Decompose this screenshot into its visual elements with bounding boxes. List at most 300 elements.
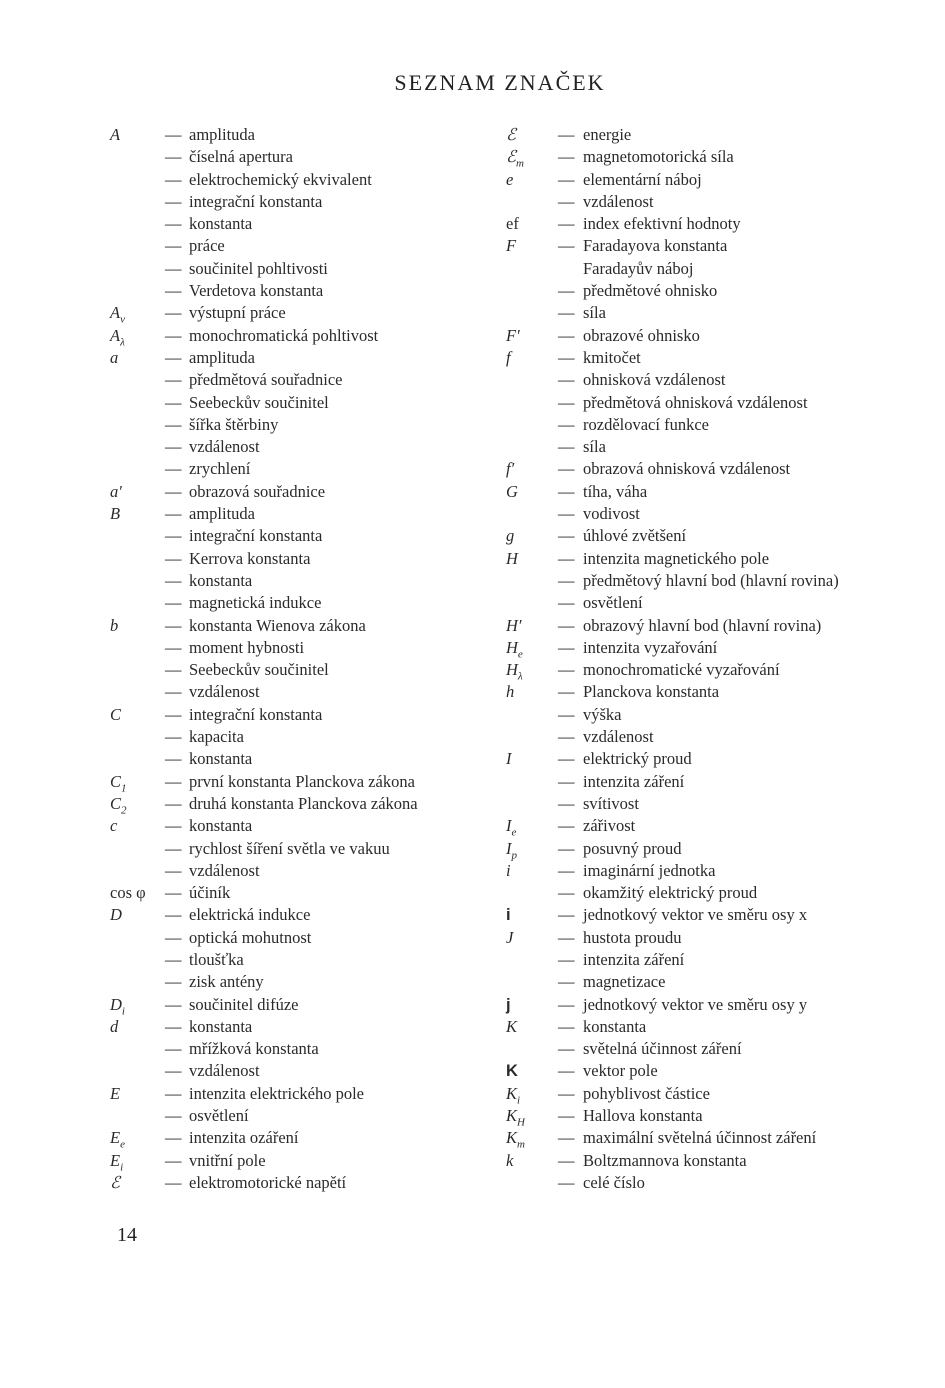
symbol-entry [506, 525, 926, 547]
symbol-description: mřížková konstanta [189, 1039, 319, 1059]
entry-dash: — [558, 1061, 575, 1081]
symbol-entry [110, 838, 500, 860]
symbol: ef [506, 214, 519, 234]
symbol-entry [506, 258, 926, 280]
symbol-entry [110, 570, 500, 592]
symbol-entry [110, 548, 500, 570]
entry-dash: — [165, 771, 182, 791]
symbol-description: číselná apertura [189, 147, 293, 167]
symbol-entry [506, 793, 926, 815]
symbol: A [110, 125, 121, 144]
symbol-description: rozdělovací funkce [583, 414, 709, 434]
entry-dash: — [165, 593, 182, 613]
entry-dash: — [558, 191, 575, 211]
symbol-description: index efektivní hodnoty [583, 214, 741, 234]
symbol-entry [506, 1060, 926, 1082]
symbol-entry [110, 146, 500, 168]
symbol-entry [506, 704, 926, 726]
entry-dash: — [558, 1083, 575, 1103]
symbol-description: posuvný proud [583, 838, 682, 858]
symbol: i [506, 860, 511, 880]
symbol-description: světelná účinnost záření [583, 1039, 742, 1059]
symbol-description: osvětlení [189, 1106, 249, 1126]
symbol-description: celé číslo [583, 1172, 645, 1192]
symbol: d [110, 1016, 119, 1036]
symbol: $I_p$ [506, 838, 517, 861]
entry-dash: — [558, 370, 575, 390]
entry-dash: — [165, 147, 182, 167]
symbol-subscript: e [120, 1138, 125, 1151]
symbol-entry [506, 146, 926, 168]
symbol-entry [506, 347, 926, 369]
symbol-entry [110, 1105, 500, 1127]
symbol-description: maximální světelná účinnost záření [583, 1128, 817, 1148]
entry-dash: — [558, 593, 575, 613]
symbol-entry [506, 1016, 926, 1038]
symbol: k [506, 1150, 514, 1170]
symbol-subscript: H [517, 1116, 525, 1129]
symbol: i [506, 906, 511, 925]
entry-dash: — [165, 972, 182, 992]
entry-dash: — [165, 1128, 182, 1148]
symbol-description: Seebeckův součinitel [189, 660, 329, 680]
entry-dash: — [165, 793, 182, 813]
entry-dash: — [558, 1039, 575, 1059]
entry-dash: — [558, 615, 575, 635]
entry-dash: — [165, 459, 182, 479]
entry-dash: — [165, 214, 182, 234]
symbol-entry [506, 369, 926, 391]
symbol-description: obrazové ohnisko [583, 325, 700, 345]
symbol: $A_\lambda$ [110, 325, 125, 348]
symbol-entry [110, 1038, 500, 1060]
symbol-entry [506, 548, 926, 570]
entry-dash: — [165, 347, 182, 367]
symbol-entry [506, 191, 926, 213]
symbol-entry [506, 904, 926, 926]
symbol-subscript: i [517, 1094, 521, 1107]
symbol-description: vzdálenost [189, 682, 260, 702]
symbol-description: monochromatické vyzařování [583, 660, 780, 680]
symbol-list-right [506, 124, 926, 1194]
symbol-entry [110, 213, 500, 235]
symbol-entry [506, 971, 926, 993]
entry-dash: — [165, 883, 182, 903]
symbol-description: účiník [189, 883, 231, 903]
symbol-description: obrazová ohnisková vzdálenost [583, 459, 791, 479]
symbol: I [506, 749, 512, 769]
symbol: C [110, 704, 122, 724]
symbol-entry [110, 904, 500, 926]
entry-dash: — [165, 191, 182, 211]
entry-dash: — [558, 704, 575, 724]
symbol-entry [506, 235, 926, 257]
symbol: H [506, 548, 518, 568]
entry-dash: — [165, 1016, 182, 1036]
symbol-description: imaginární jednotka [583, 860, 716, 880]
symbol-entry [110, 503, 500, 525]
symbol-entry [110, 793, 500, 815]
symbol-description: intenzita ozáření [189, 1128, 299, 1148]
symbol-description: tloušťka [189, 949, 244, 969]
entry-dash: — [558, 927, 575, 947]
symbol-entry [110, 659, 500, 681]
entry-dash: — [558, 838, 575, 858]
entry-dash: — [165, 392, 182, 412]
entry-dash: — [558, 481, 575, 501]
symbol-description: kapacita [189, 727, 244, 747]
symbol-subscript: 2 [121, 804, 127, 817]
symbol-entry [110, 592, 500, 614]
symbol: a′ [110, 481, 122, 501]
symbol: F′ [506, 325, 520, 345]
symbol-description: elektrochemický ekvivalent [189, 169, 372, 189]
symbol-entry [506, 325, 926, 347]
entry-dash: — [165, 615, 182, 635]
symbol-description: intenzita záření [583, 949, 685, 969]
symbol-description: úhlové zvětšení [583, 526, 687, 546]
entry-dash: — [558, 325, 575, 345]
symbol-entry [110, 169, 500, 191]
symbol: $A_v$ [110, 303, 125, 326]
symbol-entry [506, 726, 926, 748]
entry-dash: — [558, 972, 575, 992]
symbol-entry [506, 1172, 926, 1194]
symbol: $K_i$ [506, 1083, 521, 1107]
symbol-entry [506, 280, 926, 302]
entry-dash: — [558, 303, 575, 323]
symbol-entry [110, 481, 500, 503]
symbol-entry [506, 592, 926, 614]
symbol-description: Verdetova konstanta [189, 281, 324, 301]
symbol-description: okamžitý elektrický proud [583, 883, 758, 903]
entry-dash: — [165, 637, 182, 657]
symbol-subscript: m [517, 1138, 525, 1151]
symbol-description: konstanta [189, 570, 253, 590]
symbol-description: osvětlení [583, 593, 643, 613]
symbol-entry [506, 503, 926, 525]
symbol-entry [110, 235, 500, 257]
symbol-entry [110, 124, 500, 146]
symbol-description: vnitřní pole [189, 1150, 266, 1170]
entry-dash: — [558, 392, 575, 412]
entry-dash: — [558, 816, 575, 836]
symbol-description: konstanta Wienova zákona [189, 615, 366, 635]
symbol-entry [506, 436, 926, 458]
entry-dash: — [558, 682, 575, 702]
symbol-entry [110, 414, 500, 436]
page-number: 14 [117, 1224, 137, 1246]
symbol-entry [110, 971, 500, 993]
symbol-entry [506, 1150, 926, 1172]
symbol-description: předmětová ohnisková vzdálenost [583, 392, 808, 412]
symbol-description: vzdálenost [583, 191, 654, 211]
symbol: $K_H$ [506, 1106, 525, 1129]
symbol-entry [110, 637, 500, 659]
entry-dash: — [558, 570, 575, 590]
symbol-description: konstanta [189, 749, 253, 769]
symbol-description: Hallova konstanta [583, 1106, 703, 1126]
symbol-entry [110, 994, 500, 1016]
symbol-entry [506, 169, 926, 191]
entry-dash: — [165, 325, 182, 345]
symbol-description: intenzita záření [583, 771, 685, 791]
page-title: SEZNAM ZNAČEK [394, 70, 606, 95]
symbol-entry [506, 1038, 926, 1060]
entry-dash: — [165, 504, 182, 524]
symbol-description: pohyblivost částice [583, 1083, 710, 1103]
symbol-description: monochromatická pohltivost [189, 325, 379, 345]
symbol-entry [110, 258, 500, 280]
entry-dash: — [558, 727, 575, 747]
symbol-entry [110, 1127, 500, 1149]
entry-dash: — [165, 1083, 182, 1103]
symbol-subscript: i [121, 1004, 125, 1017]
symbol-entry [506, 124, 926, 146]
symbol-entry [506, 213, 926, 235]
symbol-description: Planckova konstanta [583, 682, 720, 702]
symbol-description: kmitočet [583, 347, 641, 367]
entry-dash: — [558, 1150, 575, 1170]
symbol-description: Faradayův náboj [583, 258, 694, 278]
entry-dash: — [165, 749, 182, 769]
symbol-entry [110, 771, 500, 793]
symbol-entry [110, 191, 500, 213]
entry-dash: — [165, 1039, 182, 1059]
symbol: j [506, 995, 511, 1014]
entry-dash: — [165, 481, 182, 501]
symbol-description: předmětový hlavní bod (hlavní rovina) [583, 570, 839, 590]
symbol: b [110, 615, 119, 635]
entry-dash: — [165, 370, 182, 390]
entry-dash: — [558, 660, 575, 680]
symbol-description: jednotkový vektor ve směru osy y [583, 994, 808, 1014]
symbol: $H_e$ [506, 637, 523, 661]
entry-dash: — [558, 147, 575, 167]
symbol-entry [506, 1127, 926, 1149]
symbol-entry [110, 392, 500, 414]
symbol: J [506, 927, 514, 947]
symbol-description: obrazová souřadnice [189, 481, 326, 501]
entry-dash: — [165, 704, 182, 724]
symbol-description: síla [583, 437, 606, 457]
symbol: cos φ [110, 883, 146, 903]
symbol-description: elementární náboj [583, 169, 702, 189]
symbol-entry [506, 302, 926, 324]
entry-dash: — [558, 749, 575, 769]
symbol-entry [506, 1105, 926, 1127]
entry-dash: — [165, 258, 182, 278]
symbol-description: rychlost šíření světla ve vakuu [189, 838, 390, 858]
symbol-entry [506, 458, 926, 480]
symbol: e [506, 169, 514, 189]
symbol: f [506, 347, 511, 367]
entry-dash: — [558, 994, 575, 1014]
symbol-description: integrační konstanta [189, 704, 323, 724]
symbol-entry [506, 615, 926, 637]
symbol-description: vzdálenost [583, 727, 654, 747]
entry-dash: — [558, 883, 575, 903]
symbol-entry [506, 860, 926, 882]
symbol: ℰ$_m$ [506, 147, 524, 170]
entry-dash: — [165, 660, 182, 680]
entry-dash: — [165, 548, 182, 568]
symbol-entry [110, 615, 500, 637]
symbol-description: vodivost [583, 504, 640, 524]
symbol-description: předmětová souřadnice [189, 370, 343, 390]
symbol: K [506, 1016, 518, 1036]
entry-dash: — [165, 281, 182, 301]
entry-dash: — [558, 1128, 575, 1148]
entry-dash: — [558, 236, 575, 256]
symbol: $E_i$ [110, 1150, 124, 1173]
entry-dash: — [558, 504, 575, 524]
symbol-entry [110, 726, 500, 748]
symbol: D [110, 905, 122, 925]
symbol: $E_e$ [110, 1128, 125, 1151]
symbol-description: intenzita elektrického pole [189, 1083, 365, 1103]
entry-dash: — [165, 303, 182, 323]
symbol-entry [506, 771, 926, 793]
entry-dash: — [165, 526, 182, 546]
symbol: f′ [506, 459, 515, 479]
symbol-entry [110, 1060, 500, 1082]
symbol-entry [110, 1083, 500, 1105]
entry-dash: — [165, 905, 182, 925]
symbol-description: vektor pole [583, 1061, 658, 1081]
entry-dash: — [165, 727, 182, 747]
entry-dash: — [165, 437, 182, 457]
symbol-list-left [110, 124, 500, 1194]
symbol: g [506, 526, 515, 546]
symbol: ℰ [110, 1172, 120, 1192]
entry-dash: — [558, 793, 575, 813]
symbol-entry [506, 637, 926, 659]
symbol: $C_2$ [110, 793, 127, 817]
symbol-entry [506, 681, 926, 703]
symbol-description: zisk antény [189, 972, 264, 992]
symbol-entry [110, 882, 500, 904]
entry-dash: — [165, 169, 182, 189]
symbol-description: konstanta [189, 1016, 253, 1036]
symbol-description: amplituda [189, 125, 255, 144]
symbol-subscript: e [517, 648, 523, 661]
symbol: H′ [506, 615, 522, 635]
symbol-description: výška [583, 704, 622, 724]
entry-dash: — [165, 1061, 182, 1081]
entry-dash: — [165, 570, 182, 590]
entry-dash: — [558, 1172, 575, 1192]
symbol: B [110, 504, 121, 524]
entry-dash: — [558, 771, 575, 791]
symbol-description: elektromotorické napětí [189, 1172, 347, 1192]
symbol-entry [110, 860, 500, 882]
symbol-description: Kerrova konstanta [189, 548, 311, 568]
symbol-description: hustota proudu [583, 927, 682, 947]
symbol-description: druhá konstanta Planckova zákona [189, 793, 418, 813]
symbol-entry [110, 436, 500, 458]
symbol-entry [506, 570, 926, 592]
entry-dash: — [558, 1016, 575, 1036]
symbol-subscript: λ [517, 670, 523, 683]
symbol-entry [506, 414, 926, 436]
entry-dash: — [558, 860, 575, 880]
symbol-description: vzdálenost [189, 437, 260, 457]
symbol-description: magnetomotorická síla [583, 147, 734, 167]
entry-dash: — [165, 994, 182, 1014]
symbol-description: amplituda [189, 347, 255, 367]
symbol-description: práce [189, 236, 225, 256]
symbol-entry [110, 280, 500, 302]
entry-dash: — [165, 414, 182, 434]
entry-dash: — [558, 169, 575, 189]
symbol-description: konstanta [583, 1016, 647, 1036]
entry-dash: — [558, 1106, 575, 1126]
symbol-description: zrychlení [189, 459, 251, 479]
symbol-description: vzdálenost [189, 860, 260, 880]
entry-dash: — [558, 459, 575, 479]
symbol-subscript: e [511, 826, 517, 839]
symbol-description: vzdálenost [189, 1061, 260, 1081]
symbol-subscript: m [516, 157, 524, 170]
symbol: F [506, 236, 517, 256]
symbol: G [506, 481, 518, 501]
entry-dash: — [165, 1106, 182, 1126]
symbol-description: ohnisková vzdálenost [583, 370, 726, 390]
symbol-description: Seebeckův součinitel [189, 392, 329, 412]
symbol-description: první konstanta Planckova zákona [189, 771, 415, 791]
symbol-entry [110, 748, 500, 770]
symbol-subscript: v [120, 313, 125, 326]
symbol-entry [110, 949, 500, 971]
symbol: $C_1$ [110, 771, 127, 794]
symbol-description: amplituda [189, 504, 255, 524]
symbol: E [110, 1083, 121, 1103]
entry-dash: — [558, 414, 575, 434]
symbol-entry [506, 1083, 926, 1105]
symbol-entry [110, 325, 500, 347]
symbol: ℰ [506, 125, 516, 144]
symbol-entry [110, 1172, 500, 1194]
entry-dash: — [558, 437, 575, 457]
symbol-entry [506, 927, 926, 949]
entry-dash: — [165, 927, 182, 947]
symbol-description: šířka štěrbiny [189, 414, 279, 434]
symbol-entry [110, 815, 500, 837]
symbol-description: optická mohutnost [189, 927, 312, 947]
symbol-entry [506, 481, 926, 503]
symbol-description: konstanta [189, 816, 253, 836]
symbol-entry [110, 704, 500, 726]
symbol: c [110, 816, 118, 836]
symbol: a [110, 347, 119, 367]
symbol-description: součinitel difúze [189, 994, 299, 1014]
entry-dash: — [558, 905, 575, 925]
symbol-entry [110, 302, 500, 324]
symbol-entry [110, 1016, 500, 1038]
entry-dash: — [558, 214, 575, 234]
symbol: $I_e$ [506, 816, 517, 839]
symbol-description: magnetizace [583, 972, 666, 992]
symbol-entry [110, 927, 500, 949]
entry-dash: — [165, 860, 182, 880]
symbol-description: součinitel pohltivosti [189, 258, 328, 278]
symbol-description: integrační konstanta [189, 191, 323, 211]
symbol-description: svítivost [583, 793, 639, 813]
symbol-description: obrazový hlavní bod (hlavní rovina) [583, 615, 822, 635]
entry-dash: — [165, 125, 182, 144]
symbol-description: výstupní práce [189, 303, 286, 323]
